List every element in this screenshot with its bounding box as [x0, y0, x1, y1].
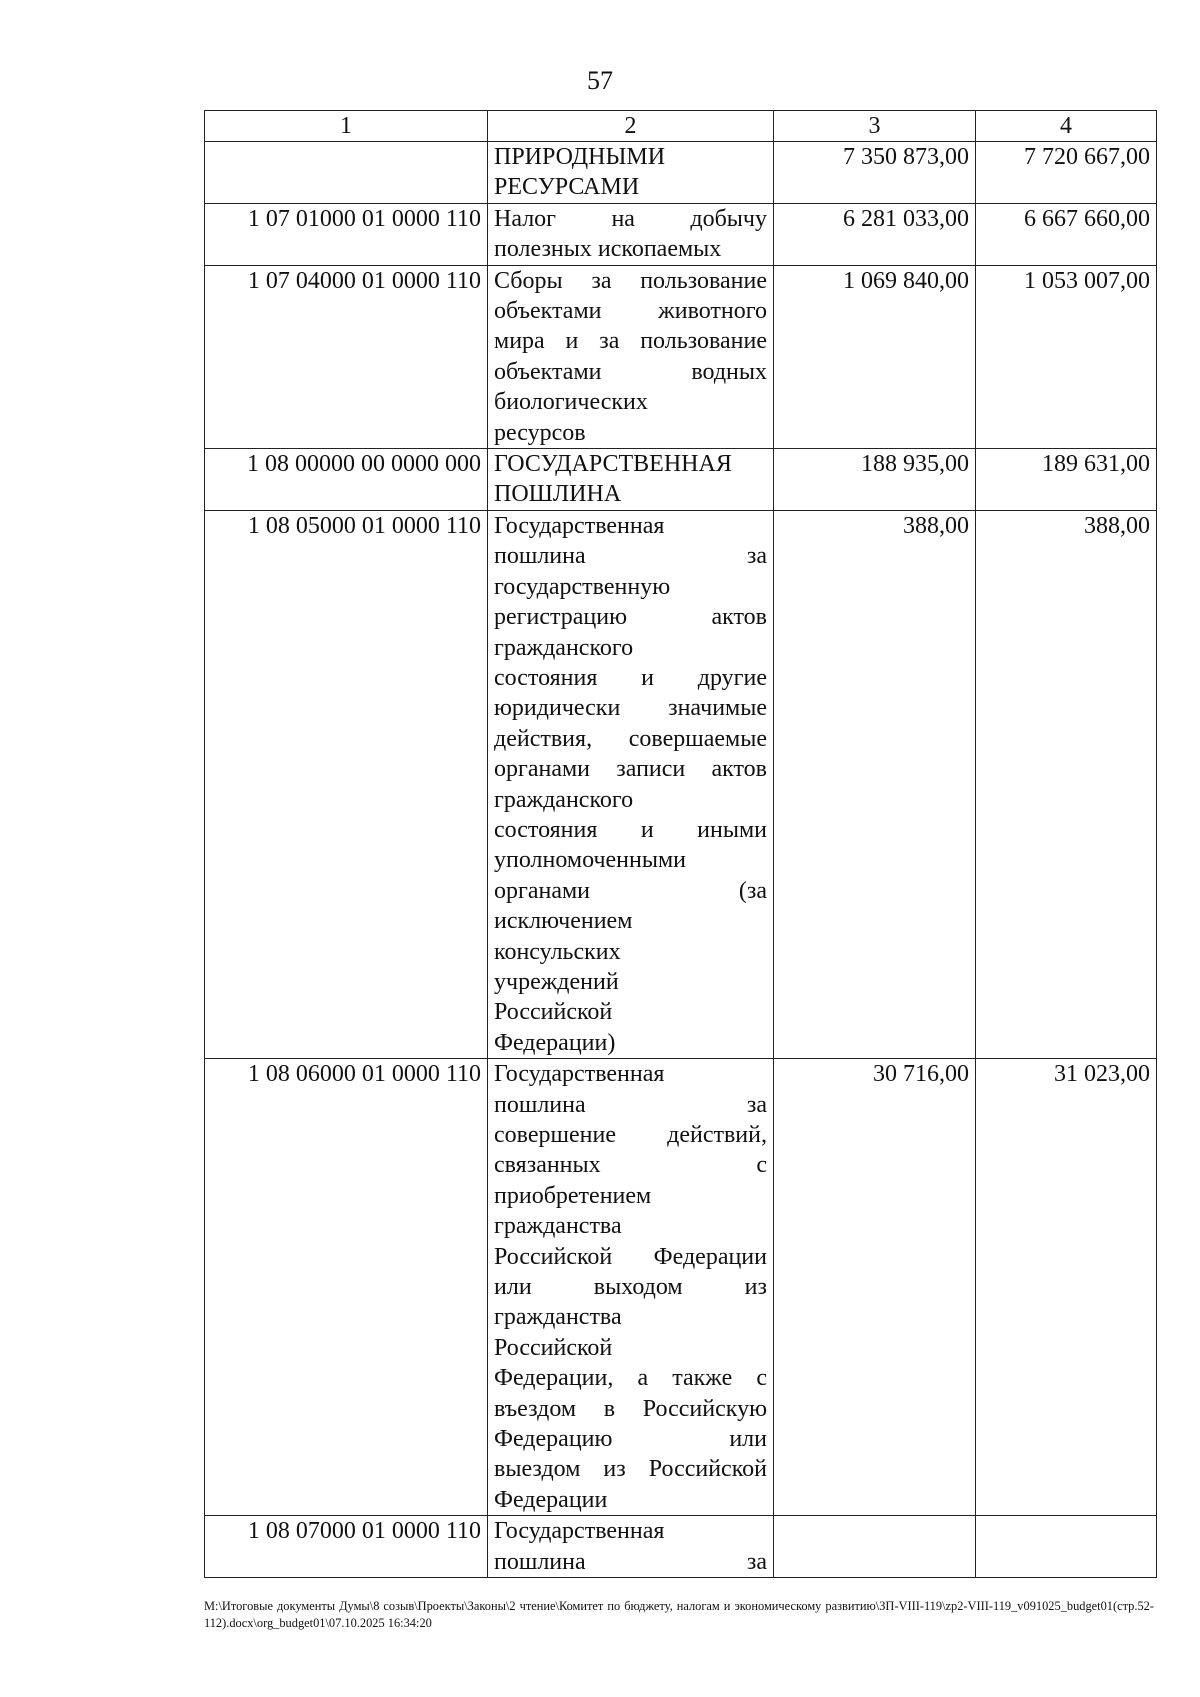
table-row — [205, 142, 1157, 204]
income-name-line: Сборы за пользование — [494, 267, 767, 294]
income-name-line: Государственная — [494, 1061, 665, 1088]
income-name-line: состояния и иными — [494, 816, 767, 843]
amount-column-3: 6 281 033,00 — [774, 203, 976, 265]
classification-code: 1 08 06000 01 0000 110 — [205, 1059, 488, 1516]
income-name-line: РЕСУРСАМИ — [494, 174, 640, 201]
income-name-line: Федерацию или — [494, 1426, 767, 1453]
amount-column-4: 6 667 660,00 — [976, 203, 1157, 265]
income-name — [488, 1059, 774, 1516]
amount-column-4: 388,00 — [976, 510, 1157, 1058]
column-header: 2 — [488, 111, 774, 142]
income-name-line: пошлина за — [494, 1548, 767, 1575]
classification-code — [205, 142, 488, 204]
table-row — [205, 510, 1157, 1058]
classification-code: 1 08 00000 00 0000 000 — [205, 449, 488, 511]
table-header-row — [205, 111, 1157, 142]
column-header: 3 — [774, 111, 976, 142]
income-name-line: Федерации — [494, 1486, 608, 1513]
income-name-line: связанных с — [494, 1152, 767, 1179]
table-row — [205, 203, 1157, 265]
income-name-line: органами (за — [494, 877, 767, 904]
income-name-line: ПРИРОДНЫМИ — [494, 144, 666, 170]
income-name-line: органами записи актов — [494, 756, 767, 783]
document-path-footer: M:\Итоговые документы Думы\8 созыв\Проекты\Законы\2 чтение\Комитет по бюджету, налогам и экономическому развитию\ЗП-VIII-119\zp2-VIII-119_v091025_budget01(стр.52-112).docx\org_budget01\07.10.2025 16:34:20 — [204, 1599, 1154, 1630]
income-name-line: объектами водных — [494, 358, 767, 385]
income-name-line: состояния и другие — [494, 664, 767, 691]
income-name-line: исключением — [494, 908, 633, 935]
income-name-line: уполномоченными — [494, 847, 687, 874]
income-name-line: или выходом из — [494, 1274, 767, 1301]
classification-code: 1 08 07000 01 0000 110 — [205, 1516, 488, 1578]
amount-column-3: 388,00 — [774, 510, 976, 1058]
classification-code: 1 07 01000 01 0000 110 — [205, 203, 488, 265]
income-name-line: гражданства — [494, 1213, 622, 1240]
income-name-line: биологических — [494, 389, 648, 416]
income-name-line: Государственная — [494, 512, 665, 539]
income-name-line: приобретением — [494, 1182, 652, 1209]
income-name — [488, 449, 774, 511]
income-name-line: государственную — [494, 573, 671, 600]
amount-column-3: 30 716,00 — [774, 1059, 976, 1516]
income-name-line: Российской Федерации — [494, 1243, 767, 1270]
income-name-line: регистрацию актов — [494, 604, 767, 631]
income-name — [488, 142, 774, 204]
income-name-line: юридически значимые — [494, 695, 767, 722]
income-name-line: гражданского — [494, 634, 634, 661]
income-name-line: полезных ископаемых — [494, 236, 722, 263]
amount-column-4: 7 720 667,00 — [976, 142, 1157, 204]
income-name-line: въездом в Российскую — [494, 1395, 767, 1422]
income-name-line: ресурсов — [494, 419, 586, 446]
income-name-line: мира и за пользование — [494, 328, 767, 355]
column-header: 4 — [976, 111, 1157, 142]
income-name-line: совершение действий, — [494, 1122, 767, 1148]
amount-column-3: 7 350 873,00 — [774, 142, 976, 204]
income-name-line: гражданства — [494, 1304, 622, 1331]
classification-code: 1 08 05000 01 0000 110 — [205, 510, 488, 1058]
income-name-line: Российской — [494, 1334, 613, 1361]
income-name-line: ГОСУДАРСТВЕННАЯ — [494, 451, 732, 478]
amount-column-3: 188 935,00 — [774, 449, 976, 511]
income-name-line: ПОШЛИНА — [494, 481, 622, 508]
income-name-line: выездом из Российской — [494, 1456, 767, 1483]
table-row — [205, 265, 1157, 448]
amount-column-4 — [976, 1516, 1157, 1578]
income-name-line: действия, совершаемые — [494, 725, 767, 752]
income-name — [488, 265, 774, 448]
income-name-line: Налог на добычу — [494, 205, 767, 232]
classification-code: 1 07 04000 01 0000 110 — [205, 265, 488, 448]
income-name-line: Федерации) — [494, 1029, 616, 1056]
amount-column-3 — [774, 1516, 976, 1578]
budget-table — [204, 110, 1157, 1578]
income-name-line: Государственная — [494, 1518, 665, 1545]
table-row — [205, 449, 1157, 511]
amount-column-3: 1 069 840,00 — [774, 265, 976, 448]
income-name-line: пошлина за — [494, 543, 767, 570]
income-name — [488, 1516, 774, 1578]
table-row — [205, 1059, 1157, 1516]
amount-column-4: 31 023,00 — [976, 1059, 1157, 1516]
table-row — [205, 1516, 1157, 1578]
income-name — [488, 203, 774, 265]
column-header: 1 — [205, 111, 488, 142]
income-name-line: учреждений — [494, 968, 619, 995]
income-name-line: Российской — [494, 999, 613, 1026]
income-name — [488, 510, 774, 1058]
income-name-line: гражданского — [494, 786, 634, 813]
income-name-line: объектами животного — [494, 298, 767, 325]
income-name-line: консульских — [494, 938, 621, 965]
page-number: 57 — [587, 66, 613, 95]
amount-column-4: 1 053 007,00 — [976, 265, 1157, 448]
amount-column-4: 189 631,00 — [976, 449, 1157, 511]
income-name-line: Федерации, а также с — [494, 1365, 767, 1392]
income-name-line: пошлина за — [494, 1091, 767, 1118]
